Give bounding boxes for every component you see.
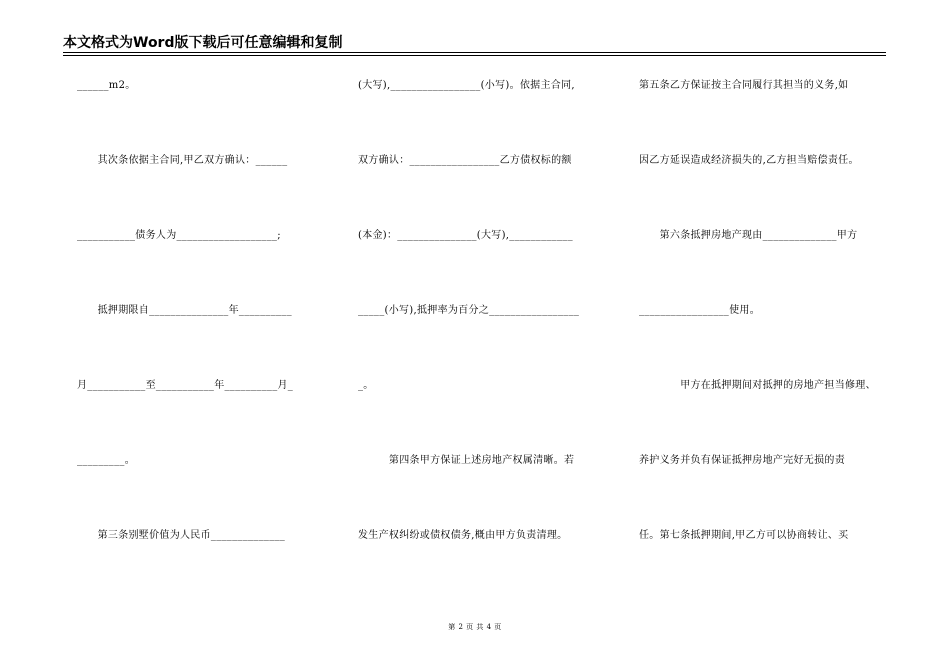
document-header-title: 本文格式为Word版下载后可任意编辑和复制: [63, 35, 343, 51]
text-line: 因乙方延误造成经济损失的,乙方担当赔偿责任。: [639, 155, 859, 166]
text-line: 第四条甲方保证上述房地产权属清晰。若: [358, 455, 575, 466]
text-line: 其次条依据主合同,甲乙双方确认：______: [77, 155, 288, 166]
text-line: (大写),_________________(小写)。依据主合同,: [358, 80, 575, 91]
header-rule-bottom: [63, 55, 886, 56]
page-number: 第 2 页 共 4 页: [448, 623, 502, 631]
text-line: 第五条乙方保证按主合同履行其担当的义务,如: [639, 80, 849, 91]
text-line: 双方确认：_________________乙方债权标的额: [358, 155, 572, 166]
text-line: 甲方在抵押期间对抵押的房地产担当修理、: [639, 380, 876, 391]
text-line: (本金)：_______________(大写),____________: [358, 230, 573, 241]
text-line: ______m2。: [77, 80, 136, 91]
text-line: _。: [358, 380, 374, 391]
text-line: _________________使用。: [639, 305, 760, 316]
text-line: 月___________至___________年__________月_: [77, 380, 294, 391]
text-line: 任。第七条抵押期间,甲乙方可以协商转让、买: [639, 530, 849, 541]
text-line: 第六条抵押房地产现由______________甲方: [639, 230, 858, 241]
text-line: 发生产权纠纷或债权债务,概由甲方负责清理。: [358, 530, 568, 541]
text-line: 抵押期限自_______________年__________: [77, 305, 292, 316]
text-line: ___________债务人为___________________;: [77, 230, 281, 241]
text-line: _____(小写),抵押率为百分之_________________: [358, 305, 580, 316]
text-line: 养护义务并负有保证抵押房地产完好无损的责: [639, 455, 845, 466]
text-line: 第三条别墅价值为人民币______________: [77, 530, 286, 541]
header-rule-top: [63, 52, 886, 53]
text-line: _________。: [77, 455, 135, 466]
